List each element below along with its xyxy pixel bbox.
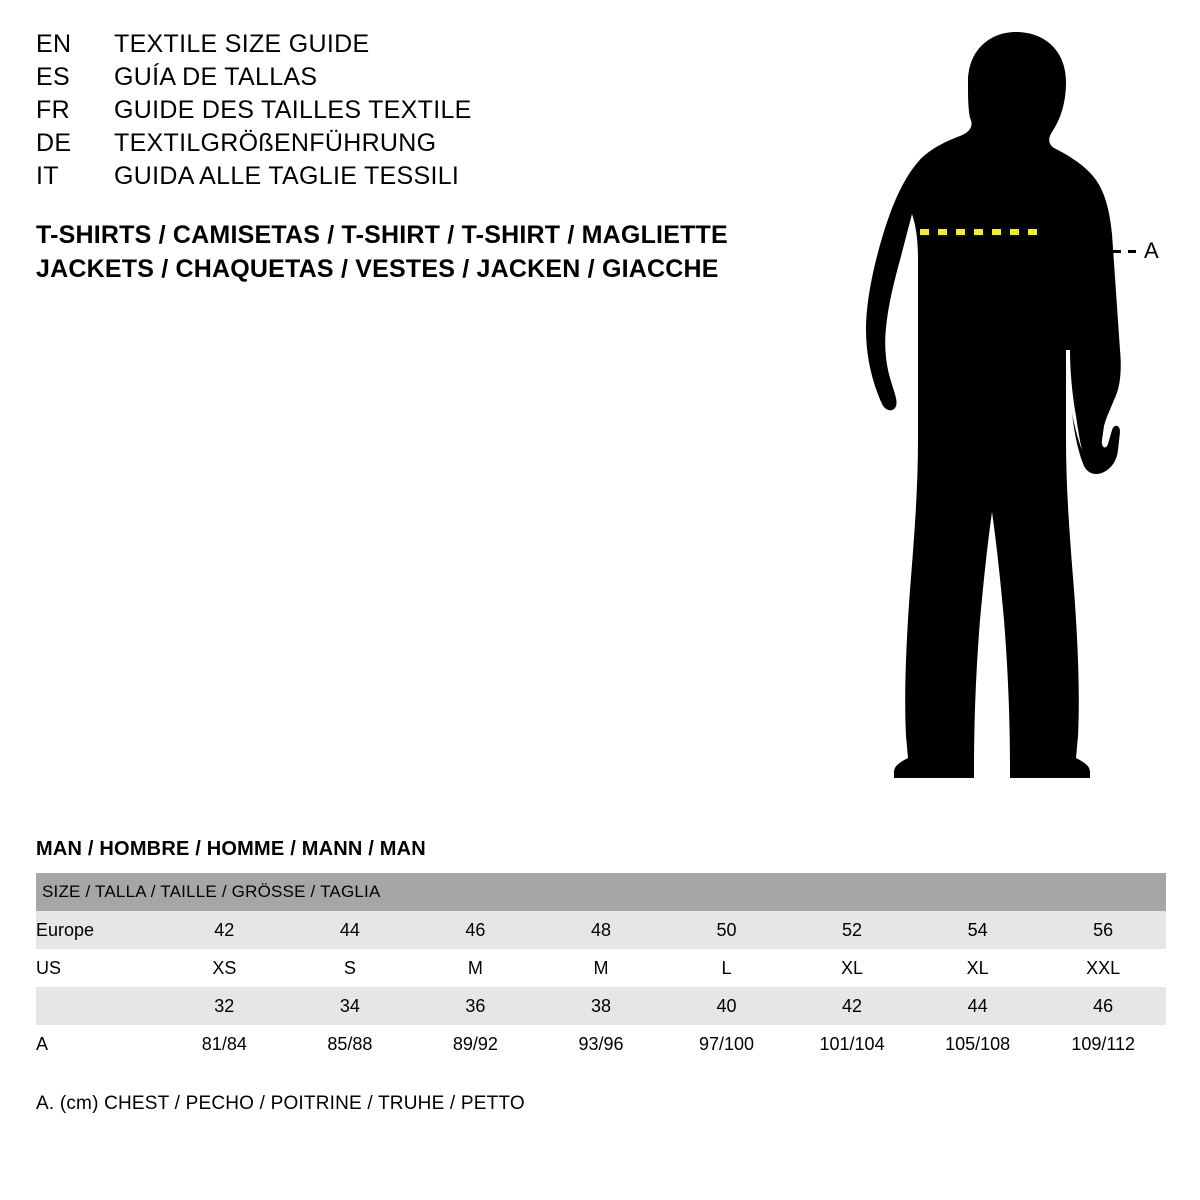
cell-value: 40 (664, 987, 790, 1025)
language-row (36, 127, 736, 160)
cell-value: 81/84 (162, 1025, 288, 1063)
cell-value: XL (915, 949, 1041, 987)
garment-category-list (36, 218, 796, 286)
cell-value: XL (789, 949, 915, 987)
cell-value: 48 (538, 911, 664, 949)
cell-value: M (538, 949, 664, 987)
table-header-row (36, 873, 1166, 911)
row-label: US (36, 949, 162, 987)
cell-value: 46 (413, 911, 539, 949)
cell-value: 85/88 (287, 1025, 413, 1063)
language-code: IT (36, 162, 59, 190)
cell-value: S (287, 949, 413, 987)
language-code: FR (36, 96, 70, 124)
cell-value: M (413, 949, 539, 987)
table-header-label: SIZE / TALLA / TAILLE / GRÖSSE / TAGLIA (36, 873, 1166, 911)
category-jackets: JACKETS / CHAQUETAS / VESTES / JACKEN / GIACCHE (36, 255, 719, 283)
language-row (36, 160, 736, 193)
footnote-chest-measurement: A. (cm) CHEST / PECHO / POITRINE / TRUHE / PETTO (36, 1093, 525, 1114)
cell-value: 54 (915, 911, 1041, 949)
language-title: TEXTILGRÖßENFÜHRUNG (114, 129, 437, 157)
cell-value: 44 (915, 987, 1041, 1025)
cell-value: 44 (287, 911, 413, 949)
language-code: EN (36, 30, 72, 58)
language-code: DE (36, 129, 72, 157)
cell-value: 36 (413, 987, 539, 1025)
cell-value: 50 (664, 911, 790, 949)
row-label (36, 987, 162, 1025)
language-code: ES (36, 63, 70, 91)
chest-measure-line (820, 20, 1180, 790)
row-label: A (36, 1025, 162, 1063)
size-table (36, 873, 1166, 1063)
measure-leader-dashes (1098, 250, 1138, 253)
language-list (36, 28, 736, 193)
cell-value: 105/108 (915, 1025, 1041, 1063)
cell-value: 32 (162, 987, 288, 1025)
row-label: Europe (36, 911, 162, 949)
language-title: GUÍA DE TALLAS (114, 63, 318, 91)
language-title: GUIDE DES TAILLES TEXTILE (114, 96, 472, 124)
table-row (36, 1025, 1166, 1063)
cell-value: 56 (1040, 911, 1166, 949)
language-title: GUIDA ALLE TAGLIE TESSILI (114, 162, 460, 190)
cell-value: 46 (1040, 987, 1166, 1025)
language-row (36, 28, 736, 61)
body-silhouette-figure (820, 20, 1180, 790)
cell-value: 42 (162, 911, 288, 949)
cell-value: L (664, 949, 790, 987)
cell-value: 101/104 (789, 1025, 915, 1063)
cell-value: 42 (789, 987, 915, 1025)
cell-value: 97/100 (664, 1025, 790, 1063)
cell-value: 93/96 (538, 1025, 664, 1063)
table-row (36, 949, 1166, 987)
cell-value: XXL (1040, 949, 1166, 987)
cell-value: 34 (287, 987, 413, 1025)
category-tshirts: T-SHIRTS / CAMISETAS / T-SHIRT / T-SHIRT / MAGLIETTE (36, 221, 728, 249)
cell-value: XS (162, 949, 288, 987)
language-title: TEXTILE SIZE GUIDE (114, 30, 370, 58)
language-row (36, 94, 736, 127)
size-table-section (36, 838, 1166, 1063)
language-row (36, 61, 736, 94)
cell-value: 89/92 (413, 1025, 539, 1063)
measure-label-a: A (1144, 238, 1159, 263)
table-row (36, 987, 1166, 1025)
cell-value: 52 (789, 911, 915, 949)
cell-value: 38 (538, 987, 664, 1025)
table-row (36, 911, 1166, 949)
gender-title: MAN / HOMBRE / HOMME / MANN / MAN (36, 838, 426, 860)
cell-value: 109/112 (1040, 1025, 1166, 1063)
